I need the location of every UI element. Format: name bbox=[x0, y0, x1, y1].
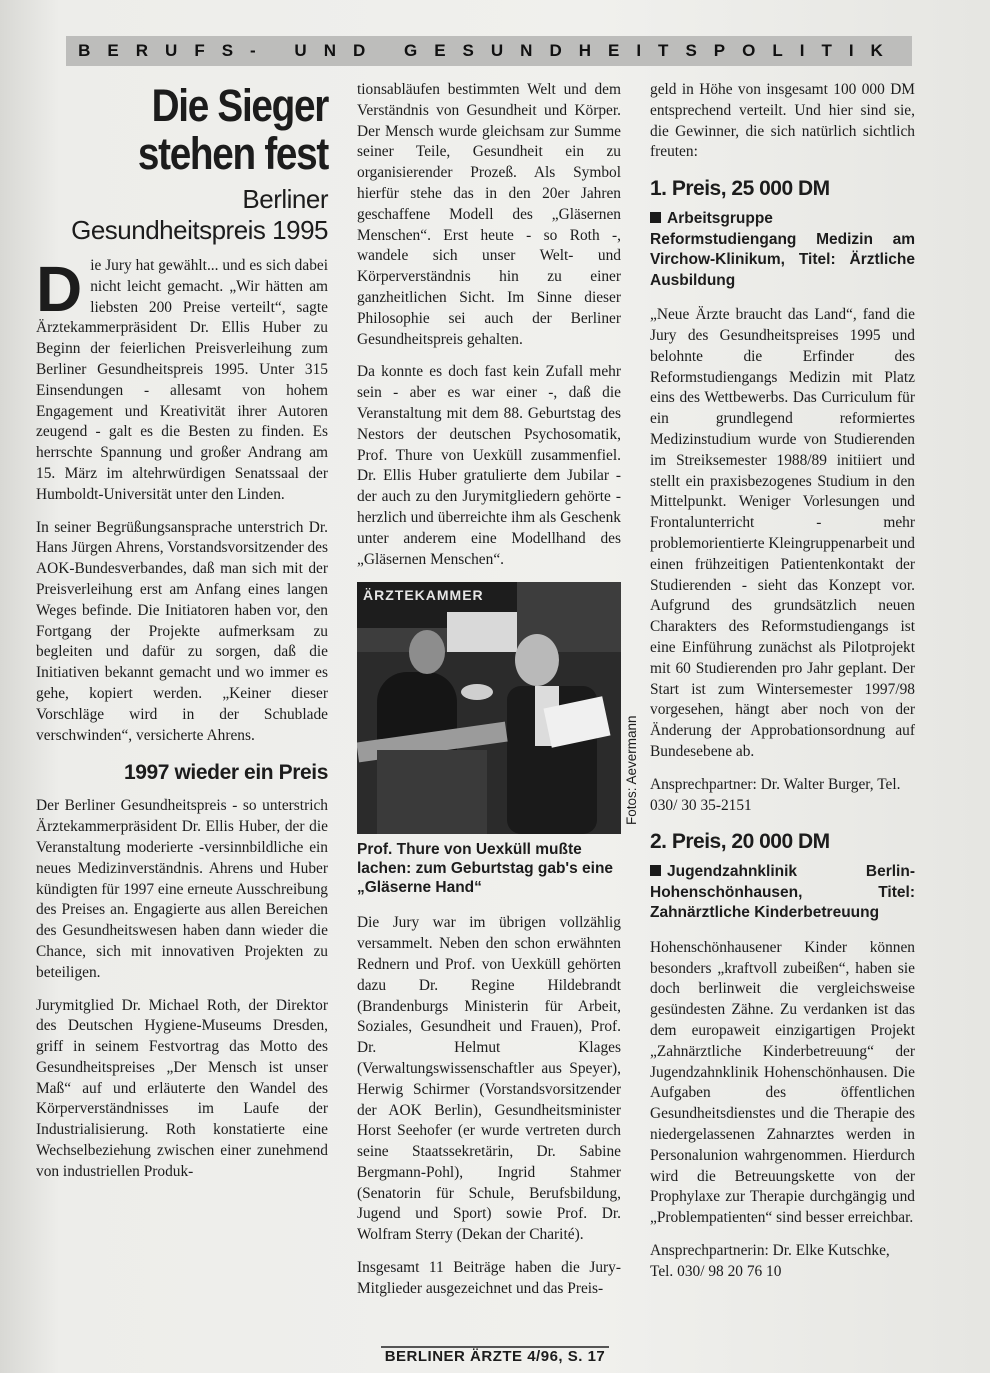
square-bullet-icon bbox=[650, 865, 661, 876]
footer-text: BERLINER ÄRZTE 4/96, S. 17 bbox=[381, 1346, 610, 1365]
column-2 bbox=[357, 80, 621, 1312]
paragraph: Insgesamt 11 Beiträge haben die Jury-Mitglieder ausgezeichnet und das Preis- bbox=[357, 1259, 621, 1297]
photo-credit: Fotos: Aevermann bbox=[624, 715, 639, 825]
winner-2-text: Jugendzahnklinik Berlin-Hohenschönhausen, Titel: Zahnärztliche Kinderbetreuung bbox=[650, 863, 915, 922]
subhead-line-2: Gesundheitspreis 1995 bbox=[71, 215, 328, 245]
paragraph: Hohenschönhausener Kinder können besonders „kraftvoll zubeißen“, haben sie doch berlinweit die vergleichsweise gesündesten Zähne. Zu verdanken ist das dem europaweit einzigartigen Projekt „Zahnärztliche Kinderbetreuung“ der Jugendzahnklinik Hohenschönhausen. Die Aufgaben des öffentlichen Gesundheitsdienstes und die Therapie des niedergelassenen Zahnarztes werden in Personalunion wahrgenommen. Hierdurch wird die Betreuungskette von der Prophylaxe zur Therapie durchgängig und „Problempatienten“ sind besser erreichbar. bbox=[650, 938, 915, 1227]
winner-1-text: Arbeitsgruppe Reformstudiengang Medizin am Virchow-Klinikum, Titel: Ärztliche Ausbildung bbox=[650, 210, 915, 289]
subhead bbox=[36, 184, 328, 246]
prize-heading-2: 2. Preis, 20 000 DM bbox=[650, 830, 830, 854]
paragraph: Der Berliner Gesundheitspreis - so unterstrich Ärztekammerpräsident Dr. Ellis Huber, der die Veranstaltung moderierte -versinnbildliche ein neues Medizinverständnis. Ahrens und Huber kündigten für 1997 eine erneute Ausschreibung des Preises an. Engagierte aus allen Bereichen des Gesundheitswesen haben dann wieder die Chance, sich mit innovativen Projekten zu beteiligen. bbox=[36, 797, 328, 981]
paragraph: Jurymitglied Dr. Michael Roth, der Direktor des Deutschen Hygiene-Museums Dresden, griff in seinem Festvortrag das Motto des Gesundheitspreises „Der Mensch ist unser Maß“ auf und erläuterte den Wandel des Körperverständnisses im Laufe der Industrialisierung. Roth konstatierte eine Wechselbeziehung zwischen einer zunehmend von industriellen Produk- bbox=[36, 996, 328, 1180]
section-banner bbox=[66, 36, 912, 66]
photo-illustration bbox=[357, 582, 621, 834]
photo bbox=[357, 582, 621, 834]
paragraph: In seiner Begrüßungsansprache unterstrich Dr. Hans Jürgen Ahrens, Vorstandsvorsitzender des AOK-Bundesverbandes, daß man sich mit der Preisverleihung erst am Anfang eines langen Weges befinde. Die Initiatoren haben vor, den Fortgang der Projekte aufmerksam zu begleiten und dafür zu sorgen, daß die Initiativen bekannt gemacht und wo immer es gehe, kopiert werden. „Keiner dieser Vorschläge wird in der Schublade verschwinden“, versicherte Ahrens. bbox=[36, 518, 328, 744]
paragraph: tionsabläufen bestimmten Welt und dem Verständnis von Gesundheit und Körper. Der Mensch wurde gleichsam zur Summe seiner Teile, Gesundheit ein zu organisierender Prozeß. Als Symbol hierfür stehe das in den 20er Jahren geschaffene Modell des „Gläsernen Menschen“. Erst heute - so Roth -, wandele sich unser Welt- und Körperverständnis hin zu einer ganzheitlichen Sicht. Im Sinne dieser Philosophie sei auch der Berliner Gesundheitspreis gehalten. bbox=[357, 81, 621, 348]
page-footer bbox=[0, 1348, 990, 1365]
section-heading: 1997 wieder ein Preis bbox=[123, 761, 328, 785]
headline: Die Sieger stehen fest bbox=[137, 80, 328, 179]
square-bullet-icon bbox=[650, 212, 661, 223]
photo-sign-text: ÄRZTEKAMMER bbox=[363, 587, 484, 604]
winner-2 bbox=[650, 862, 915, 924]
paragraph: „Neue Ärzte braucht das Land“, fand die Jury des Gesundheitspreises 1995 und belohnte die Erfinder des Reformstudiengangs Medizin mit Platz eins des Wettbewerbs. Das Curriculum für ein grundlegend reformiertes Medizinstudium wurde von Studierenden im Streiksemester 1988/89 initiiert und stellt ein praxisbezogenes Studium in den Mittelpunkt. Weniger Vorlesungen und Frontalunterricht - mehr problemorientierte Kleingruppenarbeit und einen frühzeitigen Patientenkontakt der Studierenden - sieht das Konzept vor. Aufgrund des grundsätzlich neuen Charakters des Reformstudiengangs ist eine Einführung zunächst als Pilotprojekt mit 60 Studierenden pro Jahr geplant. Der Start ist zum Wintersemester 1997/98 vorgesehen, hängt aber noch von der Änderung der Approbationsordnung auf Bundesebene ab. bbox=[650, 306, 915, 760]
column-3 bbox=[650, 80, 915, 1295]
prize-heading-1: 1. Preis, 25 000 DM bbox=[650, 177, 830, 201]
column-1 bbox=[36, 80, 328, 1195]
contact-1: Ansprechpartner: Dr. Walter Burger, Tel. 030/ 30 35-2151 bbox=[650, 775, 901, 814]
intro-paragraph bbox=[36, 253, 328, 506]
paragraph: Die Jury war im übrigen vollzählig versammelt. Neben den schon erwähnten Rednern und Prof. von Uexküll gehörten dazu Dr. Regine Hildebrandt (Brandenburgs Ministerin für Arbeit, Soziales, Gesundheit und Frauen), Prof. Dr. Helmut Klages (Verwaltungswissenschaftler aus Speyer), Herwig Schirmer (Vorstandsvorsitzender der AOK Berlin), Gesundheitsminister Horst Seehofer (er wurde vertreten durch seine Staatssekretärin, Dr. Sabine Bergmann-Pohl), Ingrid Stahmer (Senatorin für Schule, Berufsbildung, Jugend und Sport) sowie Prof. Dr. Wolfram Sterry (Dekan der Charité). bbox=[357, 914, 621, 1244]
drop-cap: D bbox=[36, 253, 83, 325]
contact-2: Ansprechpartnerin: Dr. Elke Kutschke, Tel. 030/ 98 20 76 10 bbox=[650, 1241, 890, 1280]
photo-caption: Prof. Thure von Uexküll mußte lachen: zum Geburtstag gab's eine „Gläserne Hand“ bbox=[357, 841, 614, 897]
subhead-line-1: Berliner bbox=[242, 184, 328, 214]
intro-text: ie Jury hat gewählt... und es sich dabei nicht leicht gemacht. „Wir hätten am liebsten 200 Preise verteilt“, sagte Ärztekammerpräsident Dr. Ellis Huber zu Beginn der feierlichen Preisverleihung zum Berliner Gesundheitspreis 1995. Unter 315 Einsendungen - allesamt von hohem Engagement und Kreativität ihrer Autoren zeugend - galt es die Besten zu finden. Es herrschte Spannung und großer Andrang am 15. März im altehrwürdigen Senatssaal der Humboldt-Universität unter den Linden. bbox=[36, 257, 328, 503]
section-banner-text: BERUFS- UND GESUNDHEITSPOLITIK bbox=[78, 41, 900, 60]
paragraph: Da konnte es doch fast kein Zufall mehr sein - aber es war einer -, daß die Veranstaltung mit dem 88. Geburtstag des Nestors der deutschen Psychosomatik, Prof. Thure von Uexküll zusammenfiel. Dr. Ellis Huber gratulierte dem Jubilar - der auch zu den Jurymitgliedern gehörte - herzlich und überreichte ihm als Geschenk unter anderem eine Modellhand des „Gläsernen Menschen“. bbox=[357, 363, 621, 568]
paragraph: geld in Höhe von insgesamt 100 000 DM entsprechend verteilt. Und hier sind sie, die Gewinner, die sich natürlich sichtlich freuten: bbox=[650, 81, 915, 161]
winner-1 bbox=[650, 209, 915, 291]
